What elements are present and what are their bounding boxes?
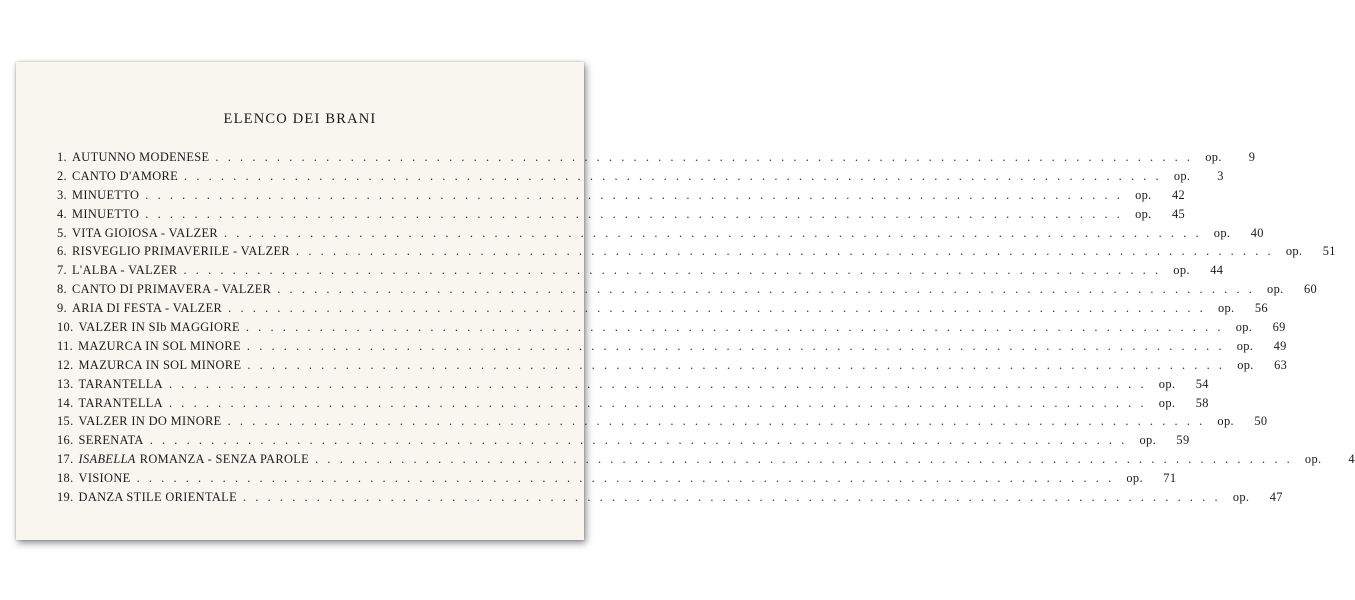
- entry-number: 5.: [57, 225, 67, 240]
- entry-number: 9.: [57, 301, 67, 316]
- opus-label: op.: [1217, 414, 1234, 429]
- dot-leader: ................................................................................: [145, 187, 1130, 202]
- entry-title: [78, 339, 241, 354]
- entry-title-text: ARIA DI FESTA - VALZER: [72, 301, 223, 316]
- entry-title-text: VALZER IN SIb MAGGIORE: [78, 320, 240, 335]
- toc-entry: [57, 168, 1224, 188]
- entry-opus: [1135, 207, 1185, 222]
- entry-number: 15.: [57, 414, 74, 429]
- dot-leader: ................................................................................: [136, 471, 1121, 486]
- entry-opus: [1233, 490, 1283, 505]
- entry-opus: [1237, 339, 1287, 354]
- dot-leader: ................................................................................: [277, 282, 1262, 297]
- entry-title-text: MAZURCA IN SOL MINORE: [78, 357, 242, 372]
- toc-entry: [57, 282, 1318, 301]
- dot-leader: ................................................................................: [223, 225, 1208, 240]
- opus-label: op.: [1285, 244, 1303, 259]
- entry-title-text: MINUETTO: [72, 187, 140, 202]
- opus-number: 4: [1348, 452, 1355, 467]
- toc-entry: [57, 206, 1186, 226]
- entry-opus: [1267, 282, 1317, 297]
- toc-entry: [57, 263, 1224, 282]
- entry-number: 13.: [57, 376, 74, 391]
- opus-label: op.: [1235, 320, 1253, 335]
- opus-label: op.: [1173, 263, 1190, 278]
- dot-leader: ................................................................................: [145, 206, 1130, 221]
- toc-entry: [57, 433, 1190, 452]
- opus-number: 45: [1172, 206, 1186, 221]
- opus-number: 49: [1273, 338, 1287, 353]
- opus-number: 51: [1322, 244, 1336, 259]
- dot-leader: ................................................................................: [184, 168, 1168, 183]
- entry-number: 10.: [57, 320, 74, 335]
- entry-title-text: L'ALBA - VALZER: [72, 263, 178, 278]
- opus-label: op.: [1135, 187, 1152, 202]
- dot-leader: ................................................................................: [227, 414, 1212, 429]
- toc-entry: [57, 376, 1209, 396]
- dot-leader: ................................................................................: [215, 150, 1200, 164]
- opus-label: op.: [1237, 357, 1254, 372]
- entry-title-text: VISIONE: [78, 471, 131, 486]
- toc-entry: [57, 357, 1288, 377]
- opus-number: 54: [1195, 376, 1209, 391]
- entry-title-text: MAZURCA IN SOL MINORE: [78, 338, 241, 353]
- opus-number: 47: [1269, 490, 1283, 505]
- dot-leader: ................................................................................: [296, 244, 1280, 259]
- entry-title-text: MINUETTO: [72, 206, 140, 221]
- entry-title: [72, 282, 271, 297]
- entry-title-text: TARANTELLA: [78, 395, 163, 410]
- entry-title-text: CANTO D'AMORE: [72, 168, 179, 183]
- dot-leader: ................................................................................: [243, 490, 1227, 505]
- entry-title: [79, 433, 144, 448]
- entry-title: [72, 226, 218, 241]
- toc-entry: [57, 338, 1287, 358]
- toc-entry: [57, 150, 1256, 169]
- opus-number: 58: [1195, 395, 1209, 410]
- entry-number: 1.: [57, 150, 67, 164]
- entry-number: 16.: [57, 433, 74, 448]
- opus-number: 71: [1163, 471, 1177, 486]
- opus-label: op.: [1135, 206, 1152, 221]
- entry-opus: [1217, 414, 1267, 429]
- dot-leader: ................................................................................: [246, 338, 1231, 353]
- opus-label: op.: [1236, 338, 1254, 353]
- toc-entry: [57, 320, 1286, 339]
- entry-opus: [1218, 301, 1268, 316]
- dot-leader: ................................................................................: [315, 452, 1299, 467]
- entry-title-text: CANTO DI PRIMAVERA - VALZER: [72, 282, 272, 297]
- entry-title: [72, 207, 139, 222]
- opus-number: 56: [1254, 301, 1268, 316]
- opus-label: op.: [1205, 150, 1222, 164]
- entry-opus: [1159, 396, 1209, 411]
- opus-label: op.: [1158, 395, 1176, 410]
- entry-title: [79, 471, 131, 486]
- dot-leader: ................................................................................: [168, 395, 1153, 410]
- entry-number: 8.: [57, 282, 67, 297]
- entry-title: [72, 150, 209, 165]
- opus-number: 9: [1248, 150, 1256, 164]
- entry-opus: [1159, 377, 1209, 392]
- entry-opus: [1286, 244, 1336, 259]
- opus-number: 3: [1217, 168, 1224, 183]
- dot-leader: ................................................................................: [183, 263, 1168, 278]
- dot-leader: ................................................................................: [247, 357, 1232, 372]
- entry-title-text: ROMANZA - SENZA PAROLE: [139, 452, 310, 467]
- entry-opus: [1214, 226, 1264, 241]
- entry-opus: [1236, 320, 1286, 335]
- entry-number: 14.: [57, 395, 74, 410]
- opus-label: op.: [1173, 168, 1191, 183]
- dot-leader: ................................................................................: [228, 301, 1212, 316]
- document-page: [16, 62, 1355, 540]
- entry-title: [72, 301, 222, 316]
- entry-title: [72, 244, 290, 259]
- toc-entry: [57, 414, 1268, 433]
- entry-title: [79, 320, 240, 335]
- entry-number: 18.: [57, 471, 74, 486]
- opus-label: op.: [1213, 225, 1231, 240]
- opus-label: op.: [1232, 490, 1250, 505]
- dot-leader: ................................................................................: [168, 376, 1153, 391]
- entry-title-text: AUTUNNO MODENESE: [72, 150, 210, 164]
- entry-number: 7.: [57, 263, 67, 278]
- opus-label: op.: [1126, 471, 1143, 486]
- toc-entry: [57, 225, 1264, 245]
- entry-number: 4.: [57, 206, 67, 221]
- opus-label: op.: [1217, 301, 1235, 316]
- entry-title: [72, 263, 177, 278]
- entry-opus: [1305, 452, 1355, 467]
- toc-entry: [57, 490, 1283, 509]
- opus-number: 63: [1274, 357, 1288, 372]
- entry-title-text: VITA GIOIOSA - VALZER: [72, 225, 218, 240]
- toc-entry: [57, 187, 1186, 207]
- entry-opus: [1135, 188, 1185, 203]
- entry-number: 2.: [57, 168, 67, 183]
- dot-leader: ................................................................................: [149, 433, 1134, 448]
- entry-title: [79, 452, 310, 467]
- opus-number: 42: [1172, 187, 1186, 202]
- entry-opus: [1173, 263, 1223, 278]
- entry-number: 11.: [57, 338, 74, 353]
- entry-title: [79, 358, 242, 373]
- toc-entry: [57, 395, 1209, 415]
- entry-opus: [1237, 358, 1287, 373]
- entry-title: [79, 490, 237, 505]
- entry-title: [79, 396, 163, 411]
- opus-label: op.: [1139, 433, 1157, 448]
- toc-entry: [57, 301, 1268, 320]
- opus-number: 69: [1272, 320, 1286, 335]
- entry-opus: [1126, 471, 1176, 486]
- opus-label: op.: [1304, 452, 1322, 467]
- opus-label: op.: [1158, 376, 1176, 391]
- entry-title-italic: ISABELLA: [78, 452, 136, 467]
- entry-number: 6.: [57, 244, 67, 259]
- opus-number: 44: [1210, 263, 1224, 278]
- entry-number: 3.: [57, 187, 67, 202]
- table-of-contents: [57, 150, 1355, 509]
- opus-number: 60: [1303, 282, 1318, 297]
- entry-title: [79, 414, 222, 429]
- entry-title-text: TARANTELLA: [78, 376, 163, 391]
- entry-title: [79, 377, 163, 392]
- entry-title: [72, 169, 178, 184]
- opus-number: 50: [1254, 414, 1268, 429]
- entry-number: 17.: [57, 452, 74, 467]
- opus-label: op.: [1267, 282, 1284, 297]
- entry-title-text: RISVEGLIO PRIMAVERILE - VALZER: [72, 244, 291, 259]
- entry-title-text: VALZER IN DO MINORE: [78, 414, 222, 429]
- opus-number: 59: [1176, 433, 1190, 448]
- entry-title-text: SERENATA: [78, 433, 144, 448]
- page-title: ELENCO DEI BRANI: [223, 111, 377, 127]
- entry-title: [72, 188, 139, 203]
- entry-opus: [1140, 433, 1190, 448]
- toc-entry: [57, 471, 1177, 490]
- dot-leader: ................................................................................: [245, 320, 1230, 335]
- entry-opus: [1205, 150, 1255, 165]
- toc-entry: [57, 244, 1336, 263]
- entry-opus: [1174, 169, 1224, 184]
- toc-entry: [57, 452, 1355, 471]
- entry-number: 12.: [57, 357, 74, 372]
- entry-title-text: DANZA STILE ORIENTALE: [78, 490, 238, 505]
- entry-number: 19.: [57, 490, 74, 505]
- opus-number: 40: [1250, 225, 1264, 240]
